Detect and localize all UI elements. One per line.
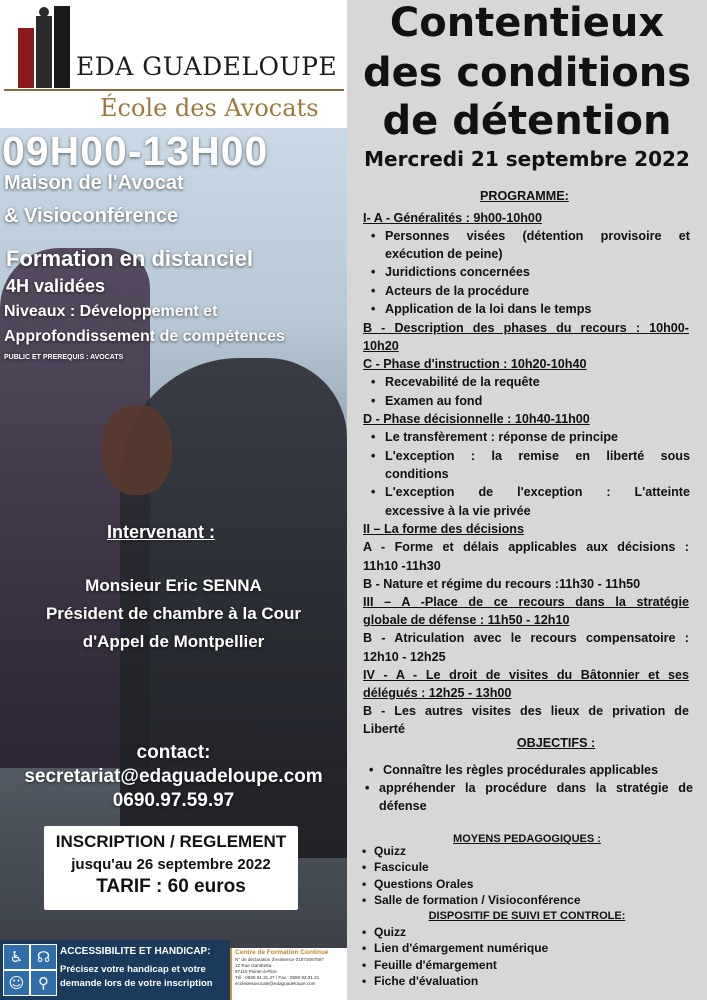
registration-box: [44, 826, 298, 910]
title-line-3: de détention: [382, 98, 672, 144]
program-section-6-cont: globale de défense : 11h50 - 12h10: [363, 613, 570, 627]
photo-head: [102, 405, 172, 495]
program-item-cont: excessive à la vie privée: [385, 504, 531, 518]
training-center-box: [230, 948, 347, 1000]
venue-line-2: & Visioconférence: [4, 205, 179, 227]
venue-line-1: Maison de l'Avocat: [4, 172, 184, 194]
program-line: Liberté: [363, 722, 405, 736]
objective-item: • Connaître les règles procédurales applicables: [383, 763, 658, 777]
logo-title: EDA GUADELOUPE: [76, 52, 338, 81]
accessibility-text-2: demande lors de votre inscription: [60, 978, 213, 989]
program-item: • Le transfèrement : réponse de principe: [385, 430, 618, 444]
program-item: • Application de la loi dans le temps: [385, 302, 591, 316]
objective-item: • appréhender la procédure dans la stratégie de: [379, 781, 693, 795]
speaker-heading: Intervenant :: [107, 522, 216, 542]
training-format: Formation en distanciel: [6, 246, 253, 271]
program-section-7-cont: délégués : 12h25 - 13h00: [363, 686, 512, 700]
audience-prerequisites: PUBLIC ET PREREQUIS : AVOCATS: [4, 354, 124, 361]
program-item: • Personnes visées (détention provisoire et: [385, 229, 690, 243]
program-section-5: II – La forme des décisions: [363, 522, 524, 536]
means-item: • Questions Orales: [374, 877, 473, 891]
logo-header: [0, 0, 347, 128]
program-section-4: D - Phase décisionnelle : 10h40-11h00: [363, 412, 590, 426]
accessibility-title: ACCESSIBILITE ET HANDICAP:: [60, 946, 211, 957]
program-section-6: III – A -Place de ce recours dans la stratégie: [363, 595, 689, 609]
accessibility-text-1: Précisez votre handicap et votre: [60, 964, 206, 975]
program-item: • Acteurs de la procédure: [385, 284, 529, 298]
training-center-phone: Tél : 0590 91.31.27 / Fax : 0590 82.31.31: [235, 975, 320, 980]
program-line: B - Nature et régime du recours :11h30 - 11h50: [363, 577, 641, 591]
visual-impairment-icon: ⚲: [30, 970, 57, 996]
means-item: • Fascicule: [374, 860, 429, 874]
levels-line-2: Approfondissement de compétences: [4, 328, 285, 345]
registration-deadline: jusqu'au 26 septembre 2022: [71, 856, 271, 873]
program-heading: PROGRAMME:: [480, 189, 569, 203]
title-line-2: des conditions: [362, 50, 692, 96]
program-line: 11h10 -11h30: [363, 559, 441, 573]
hearing-icon: ☊: [30, 944, 57, 970]
session-time: 09H00-13H00: [2, 128, 269, 174]
training-center-email: ecoledesavocats@edaguadeloupe.com: [235, 981, 316, 986]
wheelchair-icon: ♿: [3, 944, 30, 970]
program-line: 12h10 - 12h25: [363, 650, 446, 664]
program-item: • L'exception : la remise en liberté sous: [385, 449, 690, 463]
logo-divider: [4, 89, 344, 91]
program-item: • Juridictions concernées: [385, 265, 530, 279]
program-section-3: C - Phase d'instruction : 10h20-10h40: [363, 357, 587, 371]
event-date: Mercredi 21 septembre 2022: [364, 147, 690, 171]
accessibility-box: [0, 940, 230, 1000]
levels-line-1: Niveaux : Développement et: [4, 303, 218, 320]
followup-item: • Feuille d'émargement: [374, 958, 497, 972]
program-section-2-cont: 10h20: [363, 339, 399, 353]
price: TARIF : 60 euros: [96, 876, 246, 897]
program-item-cont: conditions: [385, 467, 449, 481]
accessibility-icons: [3, 944, 57, 996]
program-section-2: B - Description des phases du recours : 10h00-: [363, 321, 689, 335]
program-item-cont: exécution de peine): [385, 247, 503, 261]
program-item: • Recevabilité de la requête: [385, 375, 540, 389]
training-center-title: Centre de Formation Continue: [235, 949, 329, 956]
program-line: A - Forme et délais applicables aux décisions :: [363, 540, 689, 554]
objective-item-cont: défense: [379, 799, 427, 813]
program-section-7: IV - A - Le droit de visites du Bâtonnier et ses: [363, 668, 689, 682]
registration-title: INSCRIPTION / REGLEMENT: [55, 832, 287, 851]
means-item: • Quizz: [374, 844, 406, 858]
left-panel: [0, 0, 347, 1000]
eda-logo-icon: [18, 6, 72, 88]
program-item: • Examen au fond: [385, 394, 482, 408]
logo-subtitle: École des Avocats: [100, 94, 319, 122]
contact-phone[interactable]: 0690.97.59.97: [112, 790, 235, 811]
followup-item: • Quizz: [374, 925, 406, 939]
followup-heading: DISPOSITIF DE SUIVI ET CONTROLE:: [428, 910, 626, 922]
followup-item: • Lien d'émargement numérique: [374, 941, 548, 955]
program-line: B - Atriculation avec le recours compensatoire :: [363, 631, 689, 645]
followup-item: • Fiche d'évaluation: [374, 974, 478, 988]
training-center-street: 12 Rue Gambetta: [235, 963, 272, 968]
speaker-role-1: Président de chambre à la Cour: [45, 604, 302, 623]
means-heading: MOYENS PEDAGOGIQUES :: [453, 833, 601, 845]
validated-hours: 4H validées: [6, 276, 106, 296]
objectives-heading: OBJECTIFS :: [516, 736, 596, 750]
contact-email[interactable]: secretariat@edaguadeloupe.com: [24, 766, 323, 787]
mental-disability-icon: ☺: [3, 970, 30, 996]
title-line-1: Contentieux: [389, 0, 665, 46]
program-item: • L'exception de l'exception : L'atteinte: [385, 485, 690, 499]
contact-heading: contact:: [136, 742, 211, 763]
means-item: • Salle de formation / Visioconférence: [374, 893, 581, 907]
training-center-city: 97110 Pointe-à-Pitre: [235, 969, 277, 974]
speaker-role-2: d'Appel de Montpellier: [82, 632, 265, 651]
program-line: B - Les autres visites des lieux de privation de: [363, 704, 689, 718]
speaker-name: Monsieur Eric SENNA: [85, 576, 262, 595]
training-center-declaration: N° de déclaration d'existence 01973097597: [235, 957, 324, 962]
program-section-1: I- A - Généralités : 9h00-10h00: [363, 211, 542, 225]
